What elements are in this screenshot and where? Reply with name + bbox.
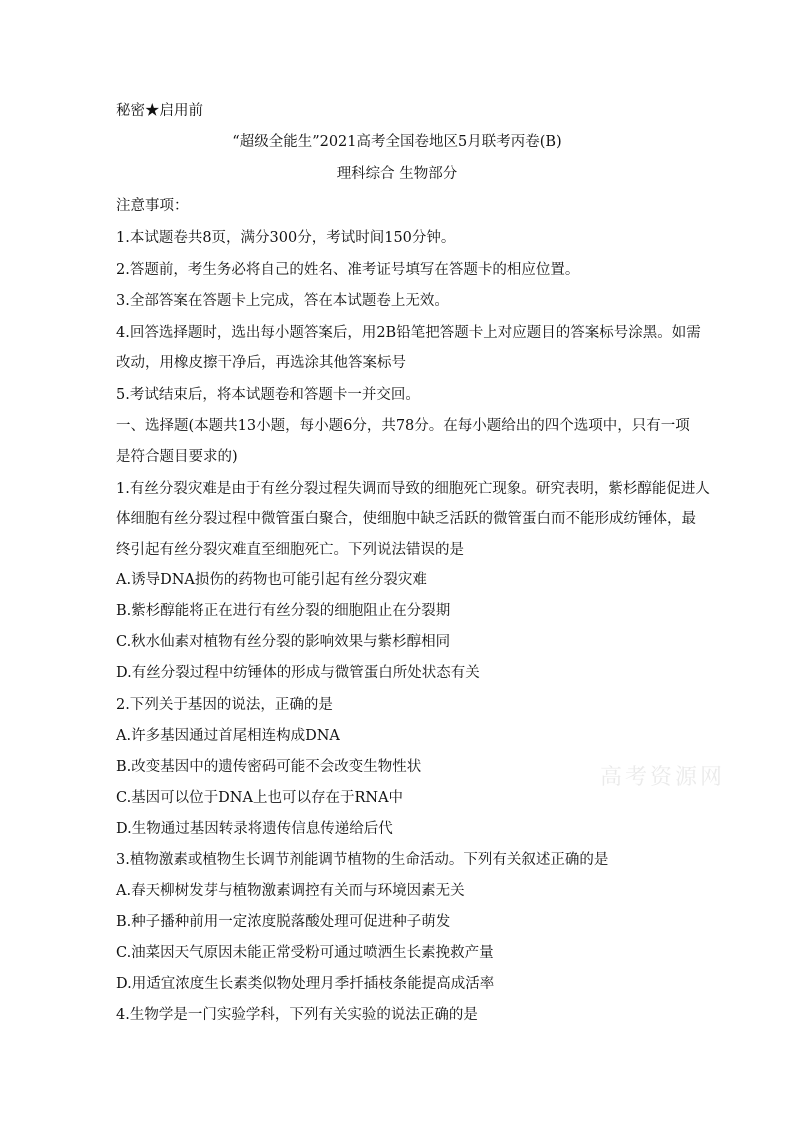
- question-3-option-b: B.种子播种前用一定浓度脱落酸处理可促进种子萌发: [116, 914, 451, 930]
- question-3-option-a: A.春天柳树发芽与植物激素调控有关而与环境因素无关: [116, 883, 465, 899]
- notes-heading: 注意事项：: [116, 198, 189, 214]
- question-1-stem: 1.有丝分裂灾难是由于有丝分裂过程失调而导致的细胞死亡现象。研究表明，紫杉醇能促进人: [116, 481, 710, 497]
- question-1-option-a: A.诱导DNA损伤的药物也可能引起有丝分裂灾难: [116, 572, 427, 588]
- question-3-option-c: C.油菜因天气原因未能正常受粉可通过喷洒生长素挽救产量: [116, 945, 494, 961]
- secret-label: 秘密★启用前: [116, 103, 203, 119]
- question-1-option-b: B.紫杉醇能将正在进行有丝分裂的细胞阻止在分裂期: [116, 603, 451, 619]
- question-3-option-d: D.用适宜浓度生长素类似物处理月季扦插枝条能提高成活率: [116, 976, 495, 992]
- section-heading: 一、选择题(本题共13小题，每小题6分，共78分。在每小题给出的四个选项中，只有一项: [116, 418, 690, 434]
- note-item: 3.全部答案在答题卡上完成，答在本试题卷上无效。: [116, 293, 449, 309]
- question-1-stem: 终引起有丝分裂灾难直至细胞死亡。下列说法错误的是: [116, 542, 464, 558]
- section-heading-continued: 是符合题目要求的): [116, 449, 238, 465]
- note-item: 4.回答选择题时，选出每小题答案后，用2B铅笔把答题卡上对应题目的答案标号涂黑。如需: [116, 325, 701, 341]
- note-item: 5.考试结束后，将本试题卷和答题卡一并交回。: [116, 387, 420, 403]
- question-3-stem: 3.植物激素或植物生长调节剂能调节植物的生命活动。下列有关叙述正确的是: [116, 852, 609, 868]
- note-item: 2.答题前，考生务必将自己的姓名、准考证号填写在答题卡的相应位置。: [116, 262, 580, 278]
- question-2-stem: 2.下列关于基因的说法，正确的是: [116, 697, 333, 713]
- question-2-option-a: A.许多基因通过首尾相连构成DNA: [116, 728, 340, 744]
- note-item: 1.本试题卷共8页，满分300分，考试时间150分钟。: [116, 230, 456, 246]
- question-2-option-c: C.基因可以位于DNA上也可以存在于RNA中: [116, 790, 404, 806]
- question-1-stem: 体细胞有丝分裂过程中微管蛋白聚合，使细胞中缺乏活跃的微管蛋白而不能形成纺锤体，最: [116, 511, 696, 527]
- question-1-option-c: C.秋水仙素对植物有丝分裂的影响效果与紫杉醇相同: [116, 634, 451, 650]
- question-1-option-d: D.有丝分裂过程中纺锤体的形成与微管蛋白所处状态有关: [116, 665, 480, 681]
- question-2-option-d: D.生物通过基因转录将遗传信息传递给后代: [116, 821, 393, 837]
- note-item-continued: 改动，用橡皮擦干净后，再选涂其他答案标号: [116, 355, 406, 371]
- question-4-stem: 4.生物学是一门实验学科，下列有关实验的说法正确的是: [116, 1007, 478, 1023]
- question-2-option-b: B.改变基因中的遗传密码可能不会改变生物性状: [116, 759, 422, 775]
- watermark: 高考资源网: [600, 765, 726, 790]
- exam-title: “超级全能生”2021高考全国卷地区5月联考丙卷(B): [232, 134, 562, 150]
- exam-subtitle: 理科综合 生物部分: [336, 166, 458, 182]
